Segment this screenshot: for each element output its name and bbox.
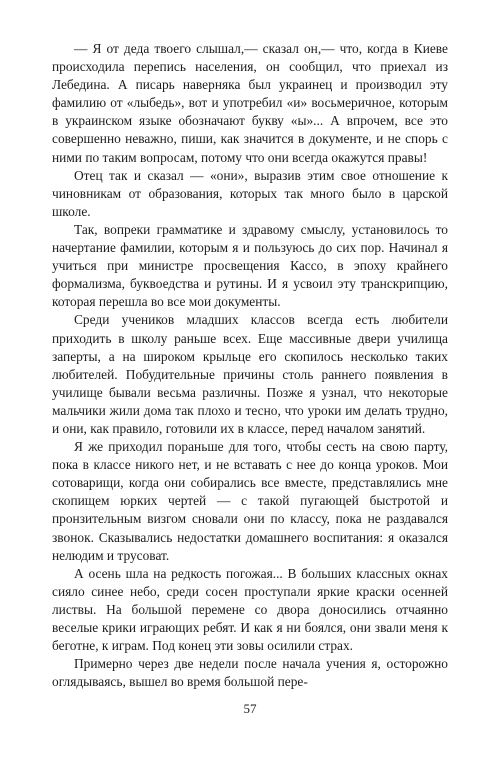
book-page-text — [52, 40, 448, 691]
paragraph-two-weeks-later: Примерно через две недели после начала учения я, осторожно оглядываясь, вышел во время большой пере- — [52, 656, 448, 690]
page-number: 57 — [243, 701, 257, 716]
paragraph-father-officials: Отец так и сказал — «они», выразив этим свое отношение к чиновникам от образования, которых так много было в царской школе. — [52, 167, 448, 219]
paragraph-early-pupils: Среди учеников младших классов всегда есть любители приходить в школу раньше всех. Еще массивные двери училища заперты, а на широком крыльце его скопилось несколько таких любителей. Побудительные причины столь раннего появления в училище бывали весьма различны. Позже я узнал, что некоторые мальчики жили дома так плохо и тесно, что уроки им делать трудно, и они, как правило, готовили их в классе, перед началом занятий. — [52, 312, 448, 436]
paragraph-shy-schoolboy: Я же приходил пораньше для того, чтобы сесть на свою парту, пока в классе никого нет, и не вставать с нее до конца уроков. Мои сотоварищи, когда они собирались все вместе, представлялись мне скопищем юрких чертей — с такой пугающей быстротой и пронзительным визгом сновали они по классу, пока не раздавался звонок. Сказывались недостатки домашнего воспитания: я оказался нелюдим и трусоват. — [52, 439, 448, 563]
paragraph-surname-spelling: Так, вопреки грамматике и здравому смыслу, установилось то начертание фамилии, которым я и пользуюсь до сих пор. Начинал я учиться при министре просвещения Кассо, в эпоху крайнего формализма, буквоедства и рутины. И я усвоил эту транскрипцию, которая перешла во все мои документы. — [52, 221, 448, 310]
paragraph-autumn: А осень шла на редкость погожая... В больших классных окнах сияло синее небо, среди сосен проступали яркие краски осенней листвы. На большой перемене со двора доносились отчаянно веселые крики играющих ребят. И как я ни боялся, они звали меня к беготне, к играм. Под конец эти зовы осилили страх. — [52, 565, 448, 654]
paragraph-grandfather-census: — Я от деда твоего слышал,— сказал он,— что, когда в Киеве происходила перепись населения, он сообщил, что приехал из Лебедина. А писарь наверняка был украинец и производил эту фамилию от «лыбедь», вот и употребил «и» восьмеричное, которым в украинском языке обозначают букву «ы»... А впрочем, все это совершенно неважно, пиши, как значится в документе, и не спорь с ними по таким вопросам, потому что они всегда окажутся правы! — [52, 41, 448, 165]
